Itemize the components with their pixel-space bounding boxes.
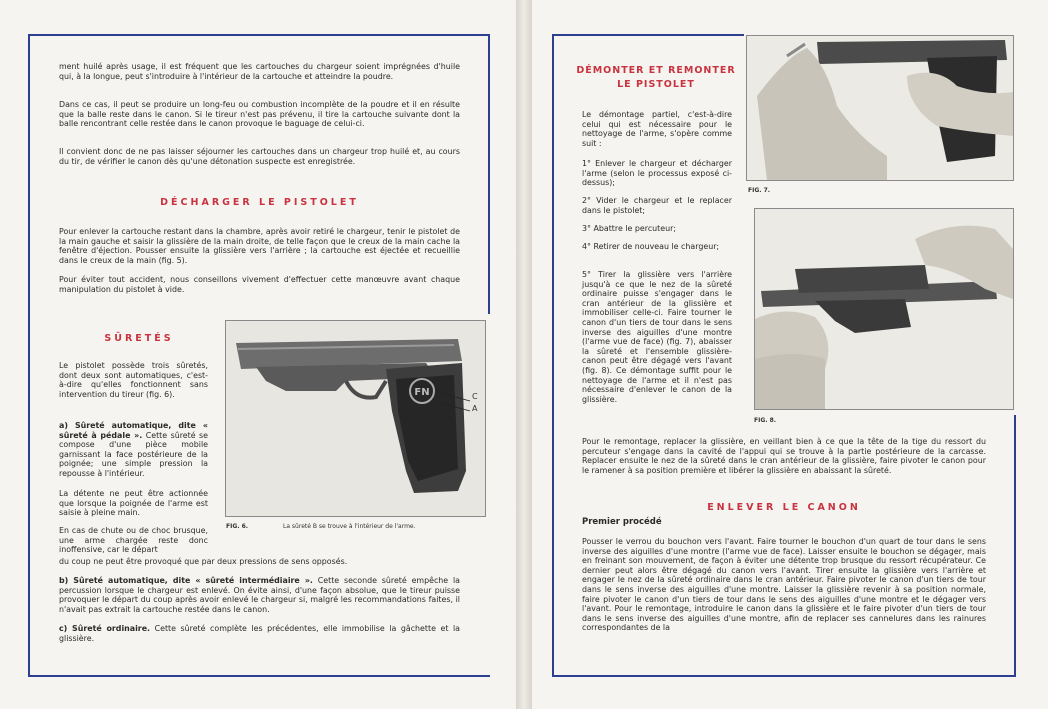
frame-left-rule-right — [552, 34, 554, 677]
figure-7-label: FIG. 7. — [748, 187, 771, 194]
surete-b-paragraph — [59, 576, 460, 614]
hands-holding-pistol-illustration — [747, 36, 1013, 180]
frame-bottom-rule — [28, 675, 490, 677]
right-page — [532, 0, 1048, 709]
intro-paragraph-1: ment huilé après usage, il est fréquent que les cartouches du chargeur soient imprégnées d'huile qui, à la longue, peut s'introduire à l'intérieur de la cartouche et atteindre la poudre. — [59, 62, 460, 81]
svg-text:FN: FN — [414, 387, 430, 398]
intro-paragraph-3: Il convient donc de ne pas laisser séjourner les cartouches dans un chargeur trop huilé et, au cours du tir, de vérifier le canon dès qu'une détonation suspecte est enregistrée. — [59, 147, 460, 166]
figure-8-label: FIG. 8. — [754, 417, 777, 424]
surete-c-paragraph — [59, 624, 460, 643]
demonter-intro: Le démontage partiel, c'est-à-dire celui qui est nécessaire pour le nettoyage de l'arme, s'opère comme suit : — [582, 110, 732, 148]
intro-paragraph-2: Dans ce cas, il peut se produire un long-feu ou combustion incomplète de la poudre et il en résulte que la balle reste dans le canon. Si le tireur n'est pas prévenu, il tire la cartouche suivante dont la balle rencontrant celle restée dans le canon provoque le baguage de celui-ci. — [59, 100, 460, 129]
callout-c: C — [472, 392, 478, 401]
surete-a-paragraph-2: La détente ne peut être actionnée que lorsque la poignée de l'arme est saisie à pleine main. — [59, 489, 208, 518]
surete-c-title: c) Sûreté ordinaire. — [59, 624, 151, 633]
left-page — [0, 0, 516, 709]
figure-6-photo — [225, 320, 486, 517]
frame-top-rule — [28, 34, 490, 36]
figure-6-caption: La sûreté B se trouve à l'intérieur de l'arme. — [283, 523, 416, 530]
demonter-step-3: 3° Abattre le percuteur; — [582, 224, 677, 233]
demonter-step-2: 2° Vider le chargeur et le replacer dans le pistolet; — [582, 196, 732, 215]
figure-8-photo — [754, 208, 1014, 410]
frame-left-rule — [28, 34, 30, 677]
slide-removal-illustration — [755, 209, 1013, 409]
suretes-intro: Le pistolet possède trois sûretés, dont deux sont automatiques, c'est-à-dire qu'elles fonctionnent sans intervention du tireur (fig. 6). — [59, 361, 208, 399]
decharger-paragraph-1: Pour enlever la cartouche restant dans la chambre, après avoir retiré le chargeur, tenir le pistolet de la main gauche et saisir la glissière de la main droite, de telle façon que le creux de la main cache la fenêtre d'éjection. Pousser ensuite la glissière vers l'arrière ; la cartouche est éjectée et recueillie dans le creux de la main (fig. 5). — [59, 227, 460, 265]
frame-right-rule — [488, 34, 490, 314]
frame-top-rule-right — [552, 34, 744, 36]
demonter-step-4: 4° Retirer de nouveau le chargeur; — [582, 242, 720, 251]
demonter-heading-line2: LE PISTOLET — [617, 79, 695, 90]
surete-c-text: Cette sûreté complète les précédentes, elle immobilise la gâchette et la glissière. — [59, 624, 460, 643]
remontage-paragraph: Pour le remontage, replacer la glissière, en veillant bien à ce que la tête de la tige du ressort du percuteur s'engage dans la cavité de l'appui qui se trouve à la partie postérieure de la carcasse. Replacer ensuite le nez de la sûreté dans le cran antérieur de la glissière, faire pivoter le canon pour le ramener à sa position première et libérer la glissière en abaissant la sûreté. — [582, 437, 986, 475]
frame-right-rule-right — [1014, 415, 1016, 677]
surete-a-paragraph — [59, 421, 208, 479]
surete-a-text: Cette sûreté se compose d'une pièce mobile garnissant la face postérieure de la poignée; une simple pression la repousse à l'intérieur. — [59, 430, 208, 478]
suretes-heading: SÛRETÉS — [104, 333, 174, 344]
demonter-step-1: 1° Enlever le chargeur et décharger l'arme (selon le processus exposé ci-dessus); — [582, 159, 732, 188]
surete-a-paragraph-3: En cas de chute ou de choc brusque, une arme chargée reste donc inoffensive, car le départ — [59, 526, 208, 555]
pistol-side-view-illustration — [226, 321, 485, 516]
canon-subheading: Premier procédé — [582, 517, 662, 527]
surete-a-title: a) Sûreté automatique, dite « sûreté à pédale ». — [59, 421, 208, 440]
decharger-paragraph-2: Pour éviter tout accident, nous conseillons vivement d'effectuer cette manœuvre avant chaque manipulation du pistolet à vide. — [59, 275, 460, 294]
book-gutter — [516, 0, 532, 709]
decharger-heading: DÉCHARGER LE PISTOLET — [160, 197, 359, 208]
surete-b-title: b) Sûreté automatique, dite « sûreté intermédiaire ». — [59, 576, 313, 585]
surete-a-paragraph-4: du coup ne peut être provoqué que par deux pressions de sens opposés. — [59, 557, 348, 566]
canon-heading: ENLEVER LE CANON — [707, 502, 861, 513]
frame-bottom-rule-right — [552, 675, 1014, 677]
figure-7-photo — [746, 35, 1014, 181]
demonter-heading-line1: DÉMONTER ET REMONTER — [576, 65, 736, 76]
canon-paragraph: Pousser le verrou du bouchon vers l'avant. Faire tourner le bouchon d'un quart de tour dans le sens inverse des aiguilles d'une montre (l'arme vue de face). Laisser ensuite le bouchon se dégager, mais en freinant son mouvement, de façon à éviter une détente trop brusque du ressort récupérateur. Ce dernier peut alors être dégagé du canon vers l'avant. Tirer ensuite la glissière vers l'arrière et engager le nez de la sûreté ordinaire dans le cran antérieur. Faire pivoter le canon d'un tiers de tour dans le sens inverse des aiguilles d'une montre. Laisser la glissière revenir à sa position normale, faire pivoter le canon d'un tiers de tour dans le sens des aiguilles d'une montre et le dégager vers l'avant. Pour le remontage, introduire le canon dans la glissière et le faire pivoter d'un tiers de tour dans le sens inverse des aiguilles d'une montre, afin de replacer ses cannelures dans les rainures correspondantes de la — [582, 537, 986, 633]
surete-b-text: Cette seconde sûreté empêche la percussion lorsque le chargeur est enlevé. On évite ainsi, d'une façon absolue, que le tireur puisse provoquer le départ du coup après avoir enlevé le chargeur si, malgré les recommandations faites, il n'avait pas extrait la cartouche restée dans le canon. — [59, 576, 461, 614]
figure-6-label: FIG. 6. — [226, 523, 249, 530]
demonter-step-5: 5° Tirer la glissière vers l'arrière jusqu'à ce que le nez de la sûreté ordinaire puisse s'engager dans le cran antérieur de la glissière et immobiliser celle-ci. Faire tourner le canon d'un tiers de tour dans le sens inverse des aiguilles d'une montre (l'arme vue de face) (fig. 7), abaisser la sûreté et l'ensemble glissière-canon peut être dégagé vers l'avant (fig. 8). Ce démontage suffit pour le nettoyage de l'arme et il n'est pas nécessaire d'enlever le canon de la glissière. — [582, 270, 732, 404]
callout-a: A — [472, 404, 478, 413]
